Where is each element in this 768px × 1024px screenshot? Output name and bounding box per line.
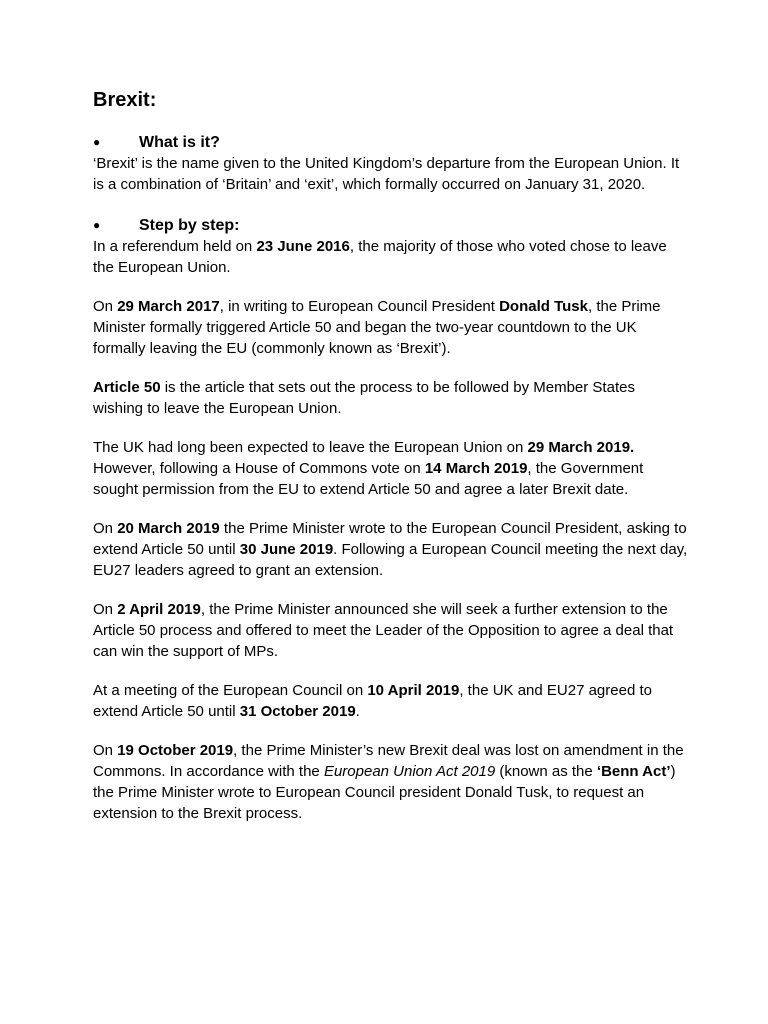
document-title: Brexit: <box>93 89 157 111</box>
step-paragraph <box>93 437 688 500</box>
text-run: is the article that sets out the process to be followed by Member States wishing to leave the European Union. <box>93 379 635 417</box>
text-run: On <box>93 520 118 537</box>
text-run: On <box>93 742 118 759</box>
text-run: , in writing to European Council President <box>219 298 500 315</box>
italic-text: European Union Act 2019 <box>323 763 496 780</box>
step-paragraph <box>93 518 688 581</box>
text-run: The UK had long been expected to leave the European Union on <box>93 439 528 456</box>
text-run: . Following a European Council meeting the next day, EU27 leaders agreed to grant an extension. <box>93 541 688 579</box>
bold-text: 29 March 2019. <box>527 439 635 456</box>
step-paragraph <box>93 377 688 419</box>
bold-text: 2 April 2019 <box>117 601 201 618</box>
section-heading-step-by-step <box>93 215 688 236</box>
bold-text: 14 March 2019 <box>424 460 528 477</box>
bold-text: 30 June 2019 <box>239 541 334 558</box>
text-run: At a meeting of the European Council on <box>93 682 368 699</box>
bold-text: 19 October 2019 <box>117 742 234 759</box>
bold-text: 31 October 2019 <box>239 703 356 720</box>
text-run: , the Government sought permission from the EU to extend Article 50 and agree a later Brexit date. <box>93 460 644 498</box>
bold-text: ‘Benn Act’ <box>596 763 671 780</box>
text-run: On <box>93 601 118 618</box>
definition-paragraph: ‘Brexit’ is the name given to the United Kingdom’s departure from the European Union. It is a combination of ‘Britain’ and ‘exit’, which formally occurred on January 31, 2020. <box>93 155 680 193</box>
text-run: (known as the <box>495 763 597 780</box>
step-paragraph <box>93 296 688 359</box>
bold-text: Article 50 <box>93 379 161 396</box>
section-heading-label: What is it? <box>139 134 220 151</box>
bullet-dot: ● <box>93 135 101 149</box>
text-run: On <box>93 298 118 315</box>
bullet-dot: ● <box>93 218 101 232</box>
steps-list <box>93 236 688 824</box>
step-paragraph <box>93 599 688 662</box>
text-run: , the Prime Minister announced she will seek a further extension to the Article 50 process and offered to meet the Leader of the Opposition to agree a deal that can win the support of MPs. <box>93 601 674 660</box>
text-run: , the majority of those who voted chose to leave the European Union. <box>93 238 667 276</box>
step-paragraph <box>93 236 688 278</box>
text-run: However, following a House of Commons vote on <box>93 460 425 477</box>
step-paragraph <box>93 680 688 722</box>
document-page <box>93 88 688 842</box>
section-heading-what-is-it <box>93 132 688 153</box>
step-paragraph <box>93 740 688 824</box>
bold-text: 29 March 2017 <box>117 298 220 315</box>
text-run: the Prime Minister wrote to the European Council President, asking to extend Article 50 until <box>93 520 687 558</box>
text-run: . <box>355 703 360 720</box>
bold-text: 20 March 2019 <box>117 520 220 537</box>
section-heading-label: Step by step: <box>139 217 240 234</box>
text-run: ) the Prime Minister wrote to European Council president Donald Tusk, to request an extension to the Brexit process. <box>93 763 676 822</box>
bold-text: 10 April 2019 <box>367 682 460 699</box>
bold-text: Donald Tusk <box>499 298 588 315</box>
text-run: , the Prime Minister formally triggered Article 50 and began the two-year countdown to the UK formally leaving the EU (commonly known as ‘Brexit’). <box>93 298 661 357</box>
text-run: , the Prime Minister’s new Brexit deal was lost on amendment in the Commons. In accordance with the <box>93 742 684 780</box>
text-run: In a referendum held on <box>93 238 257 255</box>
bold-text: 23 June 2016 <box>256 238 350 255</box>
text-run: , the UK and EU27 agreed to extend Article 50 until <box>93 682 652 720</box>
